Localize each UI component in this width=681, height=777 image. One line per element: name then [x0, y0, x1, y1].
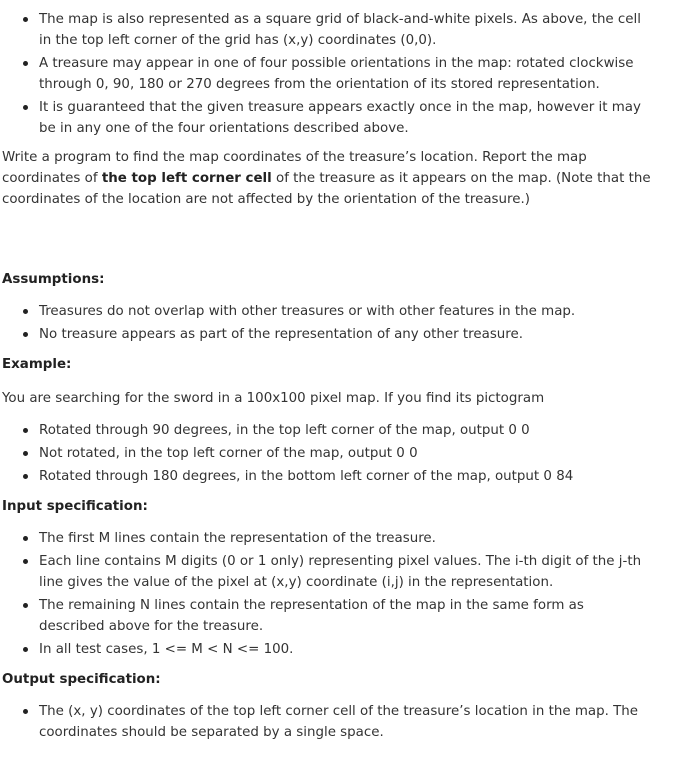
assumptions-heading: Assumptions:: [2, 272, 105, 287]
input-spec-list: [0, 528, 681, 660]
task-text-bold: the top left corner cell: [101, 171, 272, 186]
list-item: A treasure may appear in one of four possible orientations in the map: rotated clockwise through 0, 90, 180 or 270 degrees from the orientation of its stored representation.: [39, 53, 681, 95]
list-item: Not rotated, in the top left corner of the map, output 0 0: [39, 443, 681, 464]
example-text: You are searching for the sword in a 100x100 pixel map. If you find its pictogram: [2, 391, 545, 406]
intro-bullet-list: [0, 9, 681, 139]
list-item: No treasure appears as part of the representation of any other treasure.: [39, 324, 681, 345]
example-heading: Example:: [2, 357, 72, 372]
list-item: In all test cases, 1 <= M < N <= 100.: [39, 639, 681, 660]
list-item: The remaining N lines contain the representation of the map in the same form as described above for the treasure.: [39, 595, 681, 637]
list-item: It is guaranteed that the given treasure appears exactly once in the map, however it may be in any one of the four orientations described above.: [39, 97, 681, 139]
task-text-before: Write a program to find the map coordinates of the treasure’s location. Report the map coordinates of: [2, 150, 587, 186]
list-item: The (x, y) coordinates of the top left corner cell of the treasure’s location in the map. The coordinates should be separated by a single space.: [39, 701, 681, 743]
example-list: [0, 420, 681, 487]
assumptions-list: [0, 301, 681, 345]
list-item: Rotated through 180 degrees, in the bottom left corner of the map, output 0 84: [39, 466, 681, 487]
task-text-after: of the treasure as it appears on the map. (Note that the coordinates of the location are not affected by the orientation of the treasure.): [2, 171, 651, 207]
output-spec-heading: Output specification:: [2, 672, 161, 687]
list-item: Rotated through 90 degrees, in the top left corner of the map, output 0 0: [39, 420, 681, 441]
list-item: Treasures do not overlap with other treasures or with other features in the map.: [39, 301, 681, 322]
task-paragraph: [0, 147, 681, 210]
input-spec-heading: Input specification:: [2, 499, 148, 514]
list-item: The map is also represented as a square grid of black-and-white pixels. As above, the cell in the top left corner of the grid has (x,y) coordinates (0,0).: [39, 9, 681, 51]
output-spec-list: [0, 701, 681, 743]
list-item: Each line contains M digits (0 or 1 only) representing pixel values. The i-th digit of the j-th line gives the value of the pixel at (x,y) coordinate (i,j) in the representation.: [39, 551, 681, 593]
list-item: The first M lines contain the representation of the treasure.: [39, 528, 681, 549]
